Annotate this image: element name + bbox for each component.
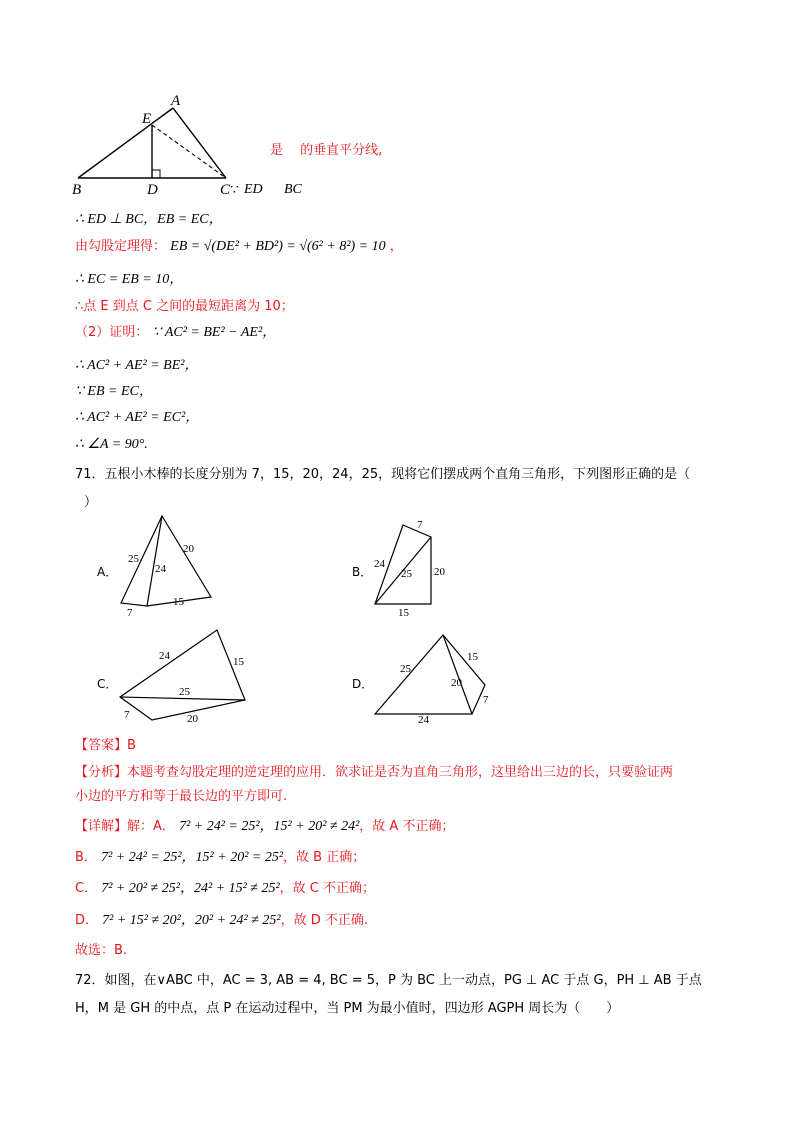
option-b-24: 24 <box>374 558 385 570</box>
point-d-label: D <box>147 182 158 198</box>
side-text-because: ∵ <box>230 183 239 198</box>
right-angle-mark <box>152 170 160 178</box>
detail-line-a <box>75 818 454 836</box>
pythagorean-end: ， <box>389 239 403 254</box>
option-a-24: 24 <box>155 563 166 575</box>
option-b-figure <box>368 515 458 620</box>
choose-line: 故选：B. <box>75 943 128 958</box>
option-c-20: 20 <box>187 713 198 725</box>
option-a-25: 25 <box>128 553 139 565</box>
solution-line-1: ∴ ED ⊥ BC，EB = EC， <box>75 212 223 227</box>
question-71-stem-close: ） <box>84 495 98 510</box>
perpendicular-bisector-note: 是 的垂直平分线, <box>270 143 383 158</box>
pythagorean-formula: EB = √(DE² + BD²) = √(6² + 8²) = 10 <box>170 239 386 254</box>
detail-c-pre: C． <box>75 881 98 896</box>
answer-value: B <box>127 738 136 753</box>
detail-tag: 【详解】 <box>75 819 128 834</box>
point-c-label: C <box>220 182 231 198</box>
detail-c-end: ，故 C 不正确； <box>279 881 376 896</box>
pythagorean-text: 由勾股定理得： <box>75 239 167 254</box>
detail-b-pre: B． <box>75 850 97 865</box>
option-b-15: 15 <box>398 607 409 619</box>
detail-line-c <box>75 880 375 898</box>
solution-line-4: ∴点 E 到点 C 之间的最短距离为 10； <box>75 299 294 314</box>
option-d-15: 15 <box>467 651 478 663</box>
option-c-15: 15 <box>233 656 244 668</box>
option-c-outline <box>120 630 245 720</box>
analysis-line-1 <box>75 764 673 782</box>
solution-line-3: ∴ EC = EB = 10， <box>75 272 184 287</box>
option-c-24: 24 <box>159 650 170 662</box>
detail-d-pre: D． <box>75 913 99 928</box>
detail-line-d <box>75 912 368 930</box>
detail-b-end: ，故 B 正确； <box>283 850 366 865</box>
answer-line <box>75 737 136 755</box>
option-d-diagonal <box>443 635 472 714</box>
option-d-25: 25 <box>400 663 411 675</box>
option-c-7: 7 <box>124 709 130 721</box>
proof-label: （2）证明： <box>75 325 149 340</box>
analysis-tag: 【分析】 <box>75 765 128 780</box>
option-d-7: 7 <box>483 694 489 706</box>
question-71-stem: 71．五根小木棒的长度分别为 7，15，20，24，25，现将它们摆成两个直角三角形，下列图形正确的是（ <box>75 467 691 482</box>
option-b-20: 20 <box>434 566 445 578</box>
detail-c-math: 7² + 20² ≠ 25²，24² + 15² ≠ 25² <box>101 881 280 896</box>
option-b-7: 7 <box>417 519 423 531</box>
point-a-label: A <box>171 93 181 109</box>
option-d-outline <box>375 635 485 714</box>
segment-ec-dashed <box>152 125 226 178</box>
analysis-line-2: 小边的平方和等于最长边的平方即可. <box>75 789 288 804</box>
option-d-20: 20 <box>451 677 462 689</box>
solution-line-7: ∵ EB = EC， <box>75 384 153 399</box>
detail-a-pre: 解：A． <box>127 819 175 834</box>
detail-b-math: 7² + 24² = 25²，15² + 20² = 25² <box>101 850 284 865</box>
option-b-25: 25 <box>401 568 412 580</box>
option-d-figure <box>368 630 498 725</box>
answer-tag: 【答案】 <box>75 738 128 753</box>
detail-d-math: 7² + 15² ≠ 20²，20² + 24² ≠ 25² <box>102 913 281 928</box>
solution-line-6: ∴ AC² + AE² = BE²， <box>75 358 199 373</box>
option-a-15: 15 <box>173 596 184 608</box>
solution-line-2 <box>75 238 403 256</box>
question-72-line-2: H，M 是 GH 的中点，点 P 在运动过程中，当 PM 为最小值时，四边形 AGPH 周长为（ ） <box>75 1001 620 1016</box>
side-text-bc: BC <box>284 182 302 197</box>
question-72-line-1: 72．如图，在∨ABC 中，AC = 3, AB = 4, BC = 5，P 为 BC 上一动点，PG ⊥ AC 于点 G，PH ⊥ AB 于点 <box>75 973 702 988</box>
option-a-20: 20 <box>183 543 194 555</box>
detail-a-end: ，故 A 不正确； <box>359 819 455 834</box>
detail-a-math: 7² + 24² = 25²，15² + 20² ≠ 24² <box>179 819 360 834</box>
segment-ba <box>78 108 173 178</box>
option-c-label: C． <box>97 677 118 691</box>
segment-ac <box>173 108 226 178</box>
point-e-label: E <box>142 111 152 127</box>
solution-line-8: ∴ AC² + AE² = EC²， <box>75 410 200 425</box>
option-a-diagonal <box>147 516 162 606</box>
side-text-ed: ED <box>244 182 263 197</box>
solution-line-5 <box>75 324 276 342</box>
detail-line-b <box>75 849 365 867</box>
detail-d-end: ，故 D 不正确. <box>280 913 369 928</box>
analysis-text-1: 本题考查勾股定理的逆定理的应用．欲求证是否为直角三角形，这里给出三边的长，只要验证两 <box>127 765 674 780</box>
option-a-7: 7 <box>127 607 133 619</box>
option-c-25: 25 <box>179 686 190 698</box>
option-a-label: A． <box>97 565 118 579</box>
option-d-label: D． <box>352 677 374 691</box>
option-c-figure <box>115 625 255 725</box>
point-b-label: B <box>72 182 82 198</box>
option-a-figure <box>115 510 225 620</box>
proof-formula: ∵ AC² = BE² − AE²， <box>152 325 277 340</box>
option-d-24: 24 <box>418 714 429 725</box>
option-b-label: B． <box>352 565 373 579</box>
solution-line-9: ∴ ∠A = 90°. <box>75 437 148 452</box>
